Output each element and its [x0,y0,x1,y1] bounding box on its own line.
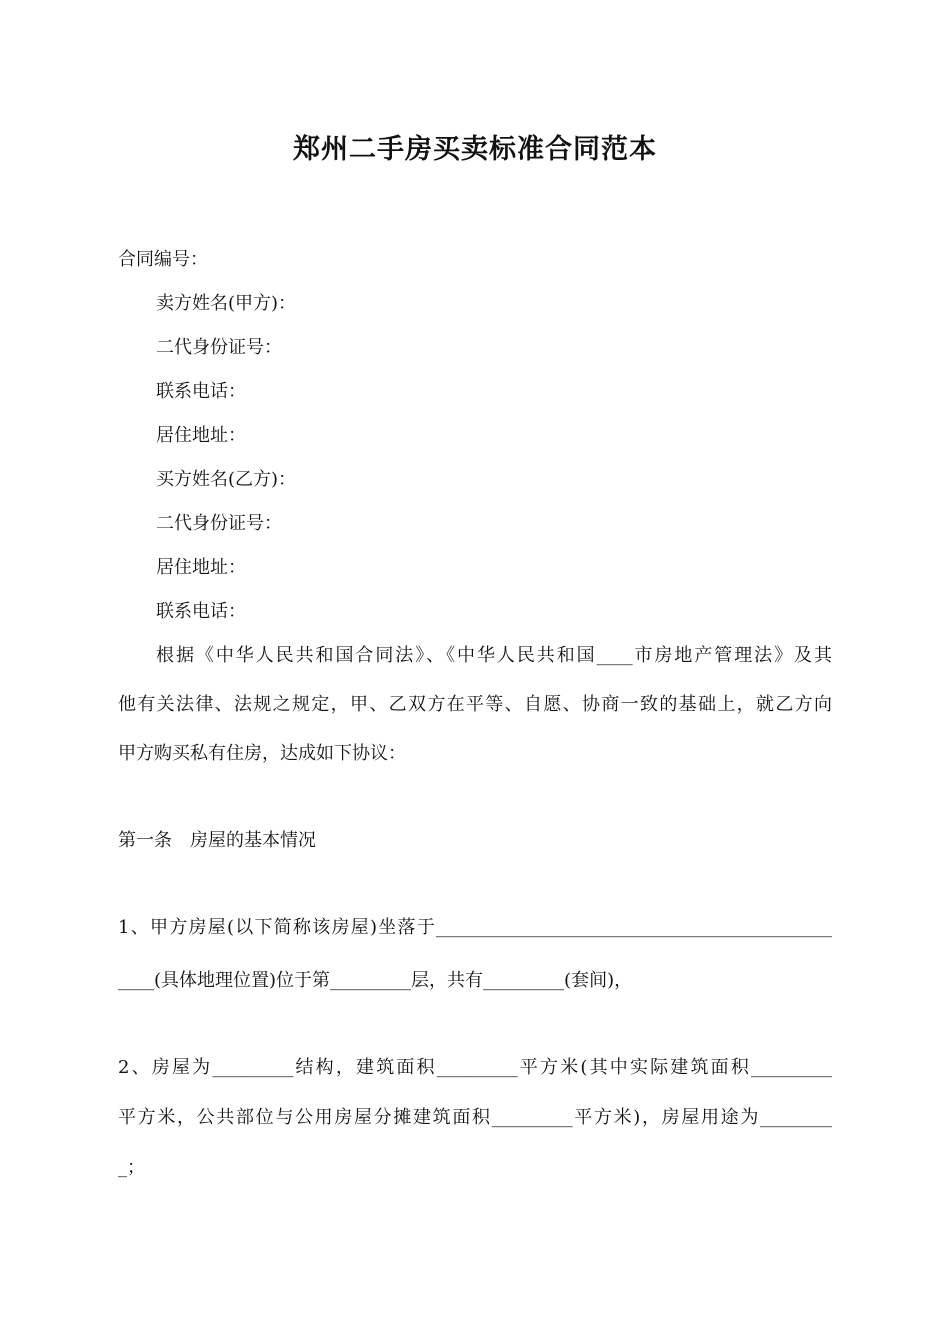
preamble-line: 根据《中华人民共和国合同法》、《中华人民共和国____市房地产管理法》及其 [156,645,832,666]
clause-line: 平方米，公共部位与公用房屋分摊建筑面积_________平方米)，房屋用途为________ [118,1107,832,1128]
seller-phone-label: 联系电话： [156,381,246,402]
contract-number-label: 合同编号： [118,249,208,270]
preamble-line: 甲方购买私有住房，达成如下协议： [118,743,406,764]
clause-line: 1、甲方房屋(以下简称该房屋)坐落于____________________________________________ [118,917,832,938]
buyer-id-label: 二代身份证号： [156,513,282,534]
article-heading: 第一条 房屋的基本情况 [118,830,316,851]
buyer-phone-label: 联系电话： [156,601,246,622]
clause-line: _； [118,1157,145,1178]
seller-address-label: 居住地址： [156,425,246,446]
preamble-line: 他有关法律、法规之规定，甲、乙双方在平等、自愿、协商一致的基础上，就乙方向 [118,694,832,715]
buyer-name-label: 买方姓名(乙方)： [156,469,297,490]
seller-id-label: 二代身份证号： [156,337,282,358]
document-title: 郑州二手房买卖标准合同范本 [293,134,657,165]
clause-line: 2、房屋为_________结构，建筑面积_________平方米(其中实际建筑面积_________ [118,1057,832,1078]
seller-name-label: 卖方姓名(甲方)： [156,293,297,314]
clause-line: ____(具体地理位置)位于第_________层，共有_________(套间)， [118,970,633,991]
buyer-address-label: 居住地址： [156,557,246,578]
